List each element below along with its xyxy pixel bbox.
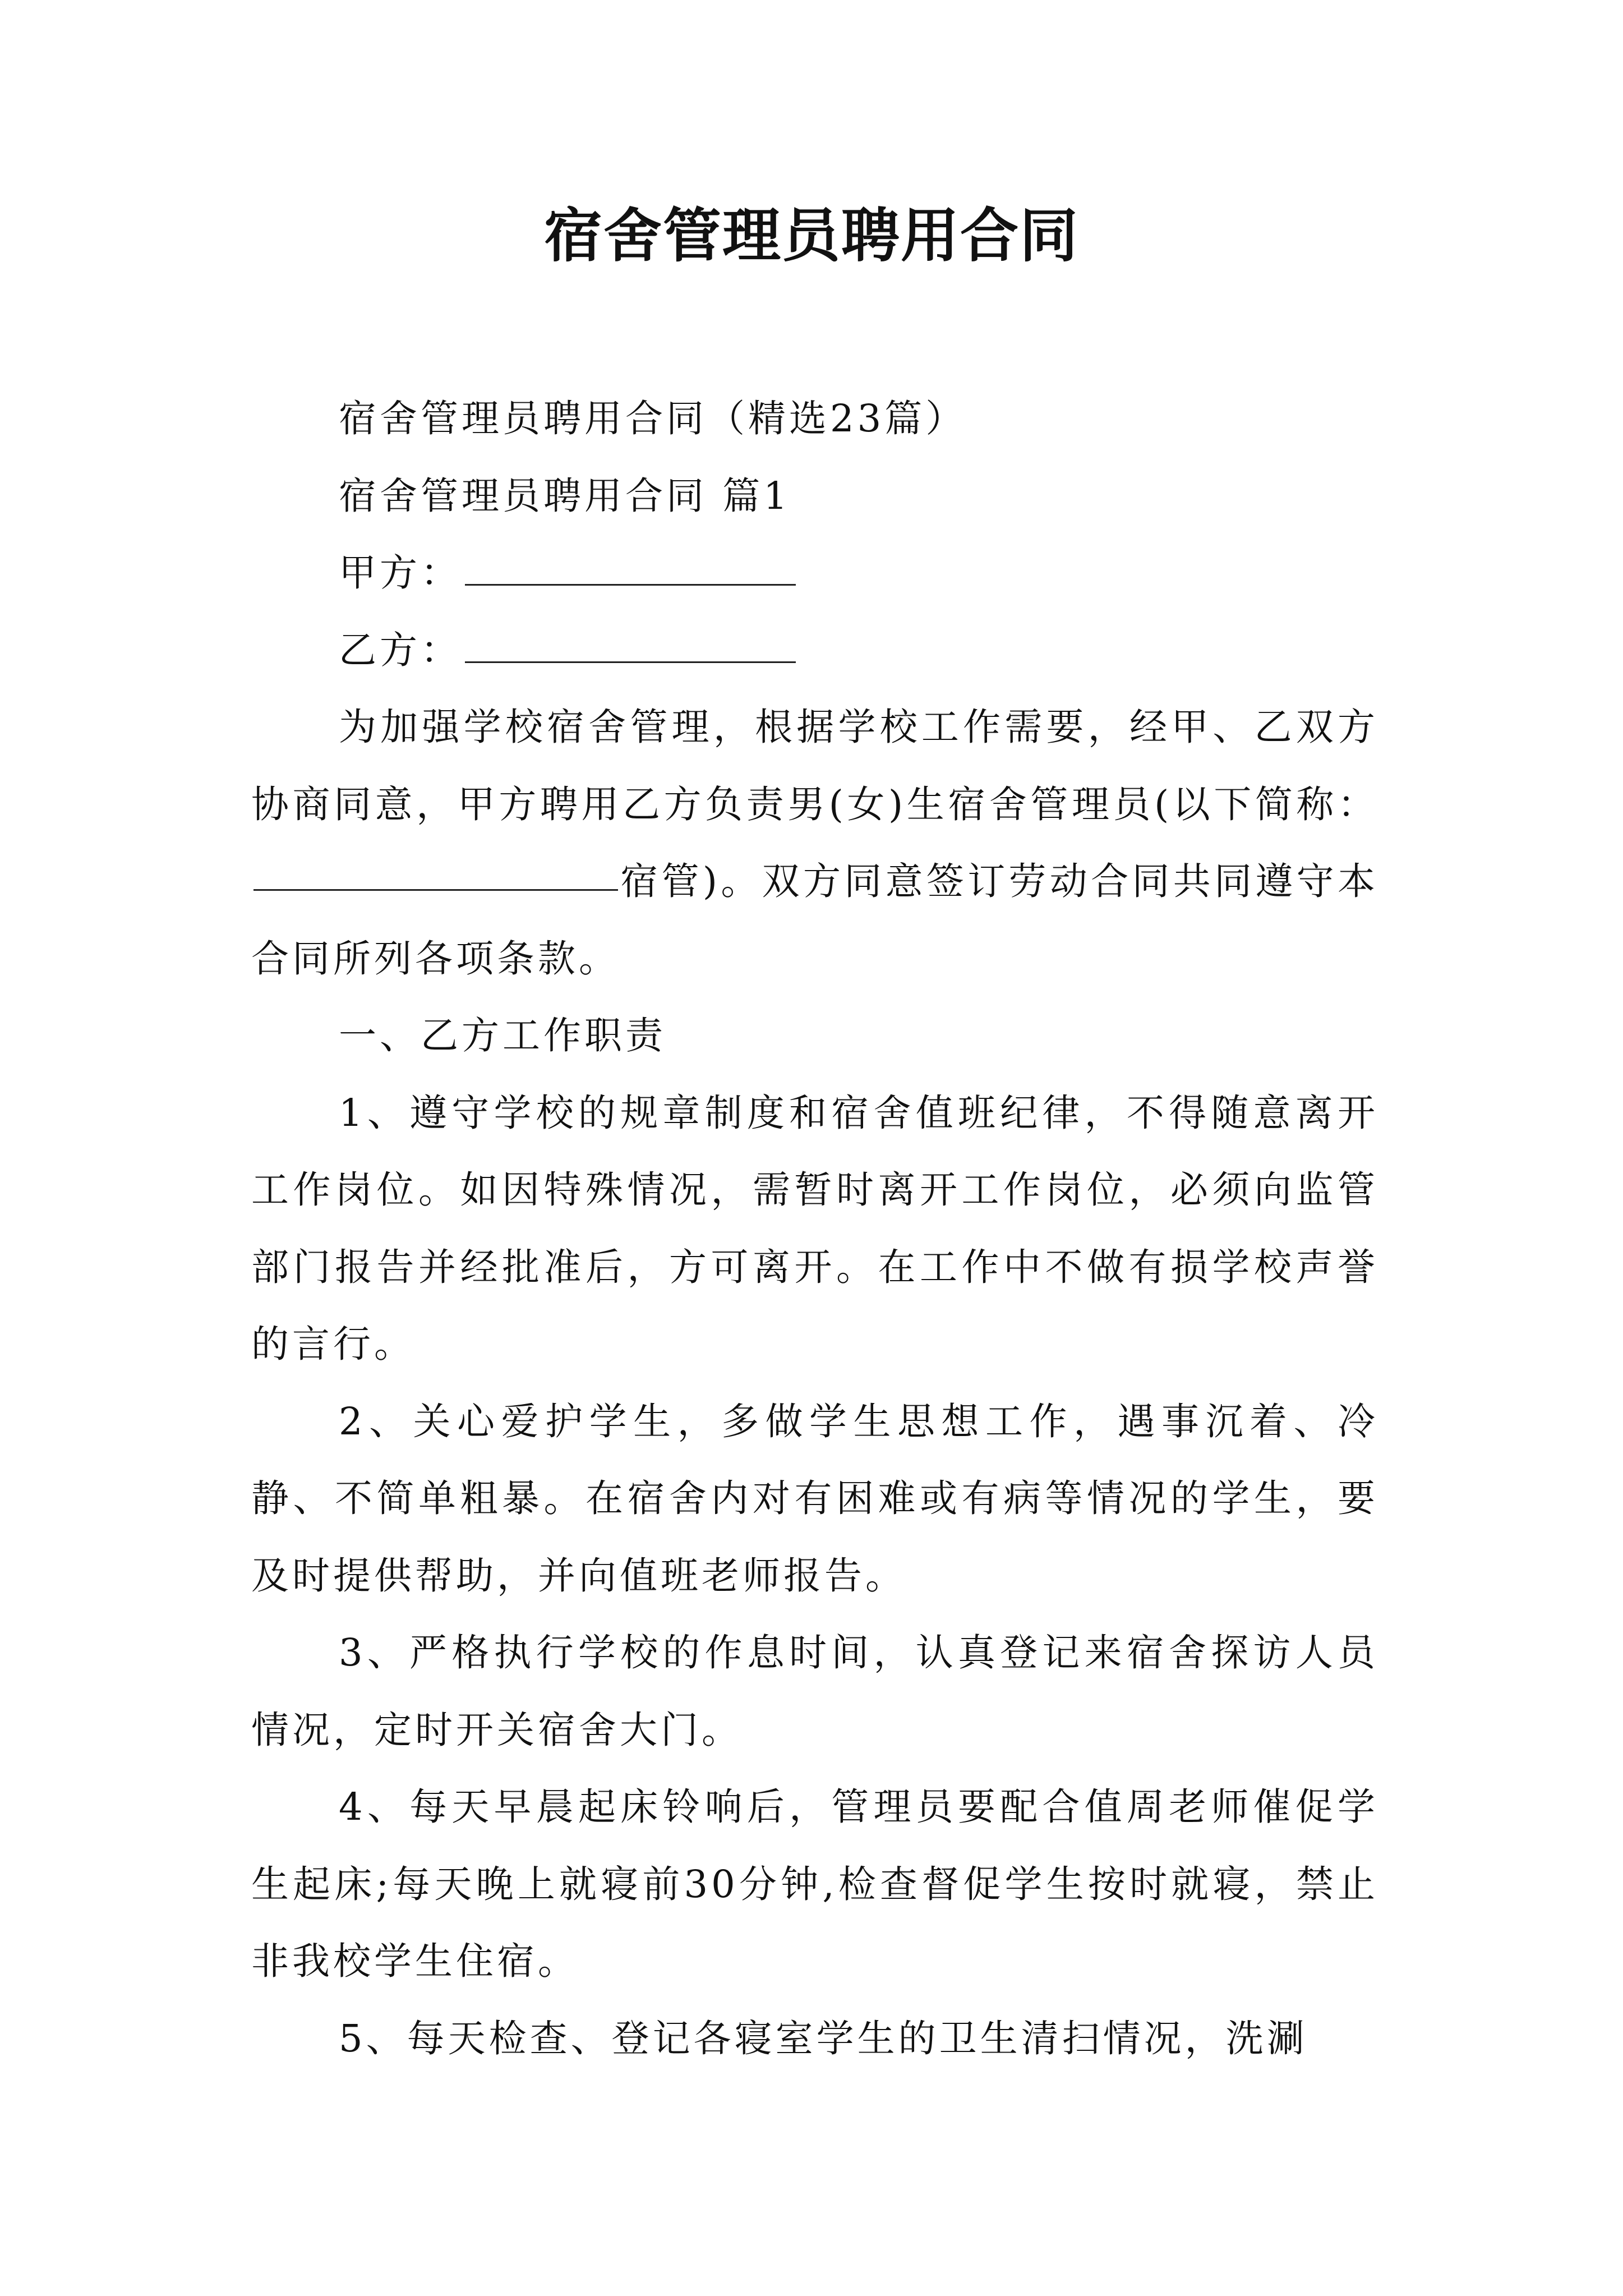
clause-4: 4、每天早晨起床铃响后，管理员要配合值周老师催促学生起床;每天晚上就寝前30分钟,检查督促学生按时就寝，禁止非我校学生住宿。: [251, 1785, 1378, 1983]
intro-text-2: 宿管)。双方同意签订劳动合同共同遵守本合同所列各项条款。: [251, 859, 1378, 981]
intro-paragraph: [251, 689, 1378, 997]
clause-2: 2、关心爱护学生，多做学生思想工作，遇事沉着、冷静、不简单粗暴。在宿舍内对有困难或有病等情况的学生，要及时提供帮助，并向值班老师报告。: [251, 1399, 1378, 1598]
duties-heading: 一、乙方工作职责: [339, 1014, 666, 1057]
document-subtitle: 宿舍管理员聘用合同（精选23篇）: [339, 397, 967, 440]
party-a-line: [251, 535, 1378, 612]
party-b-blank: [465, 622, 796, 663]
clause-5: 5、每天检查、登记各寝室学生的卫生清扫情况，洗涮: [339, 2016, 1308, 2060]
document-title: 宿舍管理员聘用合同: [543, 201, 1079, 270]
party-b-label: 乙方：: [339, 628, 462, 672]
party-a-blank: [465, 545, 796, 586]
party-a-label: 甲方：: [339, 551, 462, 595]
clause-3: 3、严格执行学校的作息时间，认真登记来宿舍探访人员情况，定时开关宿舍大门。: [251, 1631, 1378, 1752]
section-heading: 宿舍管理员聘用合同 篇1: [339, 473, 791, 518]
party-b-line: [251, 612, 1378, 689]
clause-1: 1、遵守学校的规章制度和宿舍值班纪律，不得随意离开工作岗位。如因特殊情况，需暂时离开工作岗位，必须向监管部门报告并经批准后，方可离开。在工作中不做有损学校声誉的言行。: [251, 1091, 1378, 1366]
abbreviation-blank: [253, 850, 618, 891]
intro-text-1: 为加强学校宿舍管理，根据学校工作需要，经甲、乙双方协商同意，甲方聘用乙方负责男(女)生宿舍管理员(以下简称：: [251, 705, 1378, 826]
document-body: [251, 380, 1378, 2077]
